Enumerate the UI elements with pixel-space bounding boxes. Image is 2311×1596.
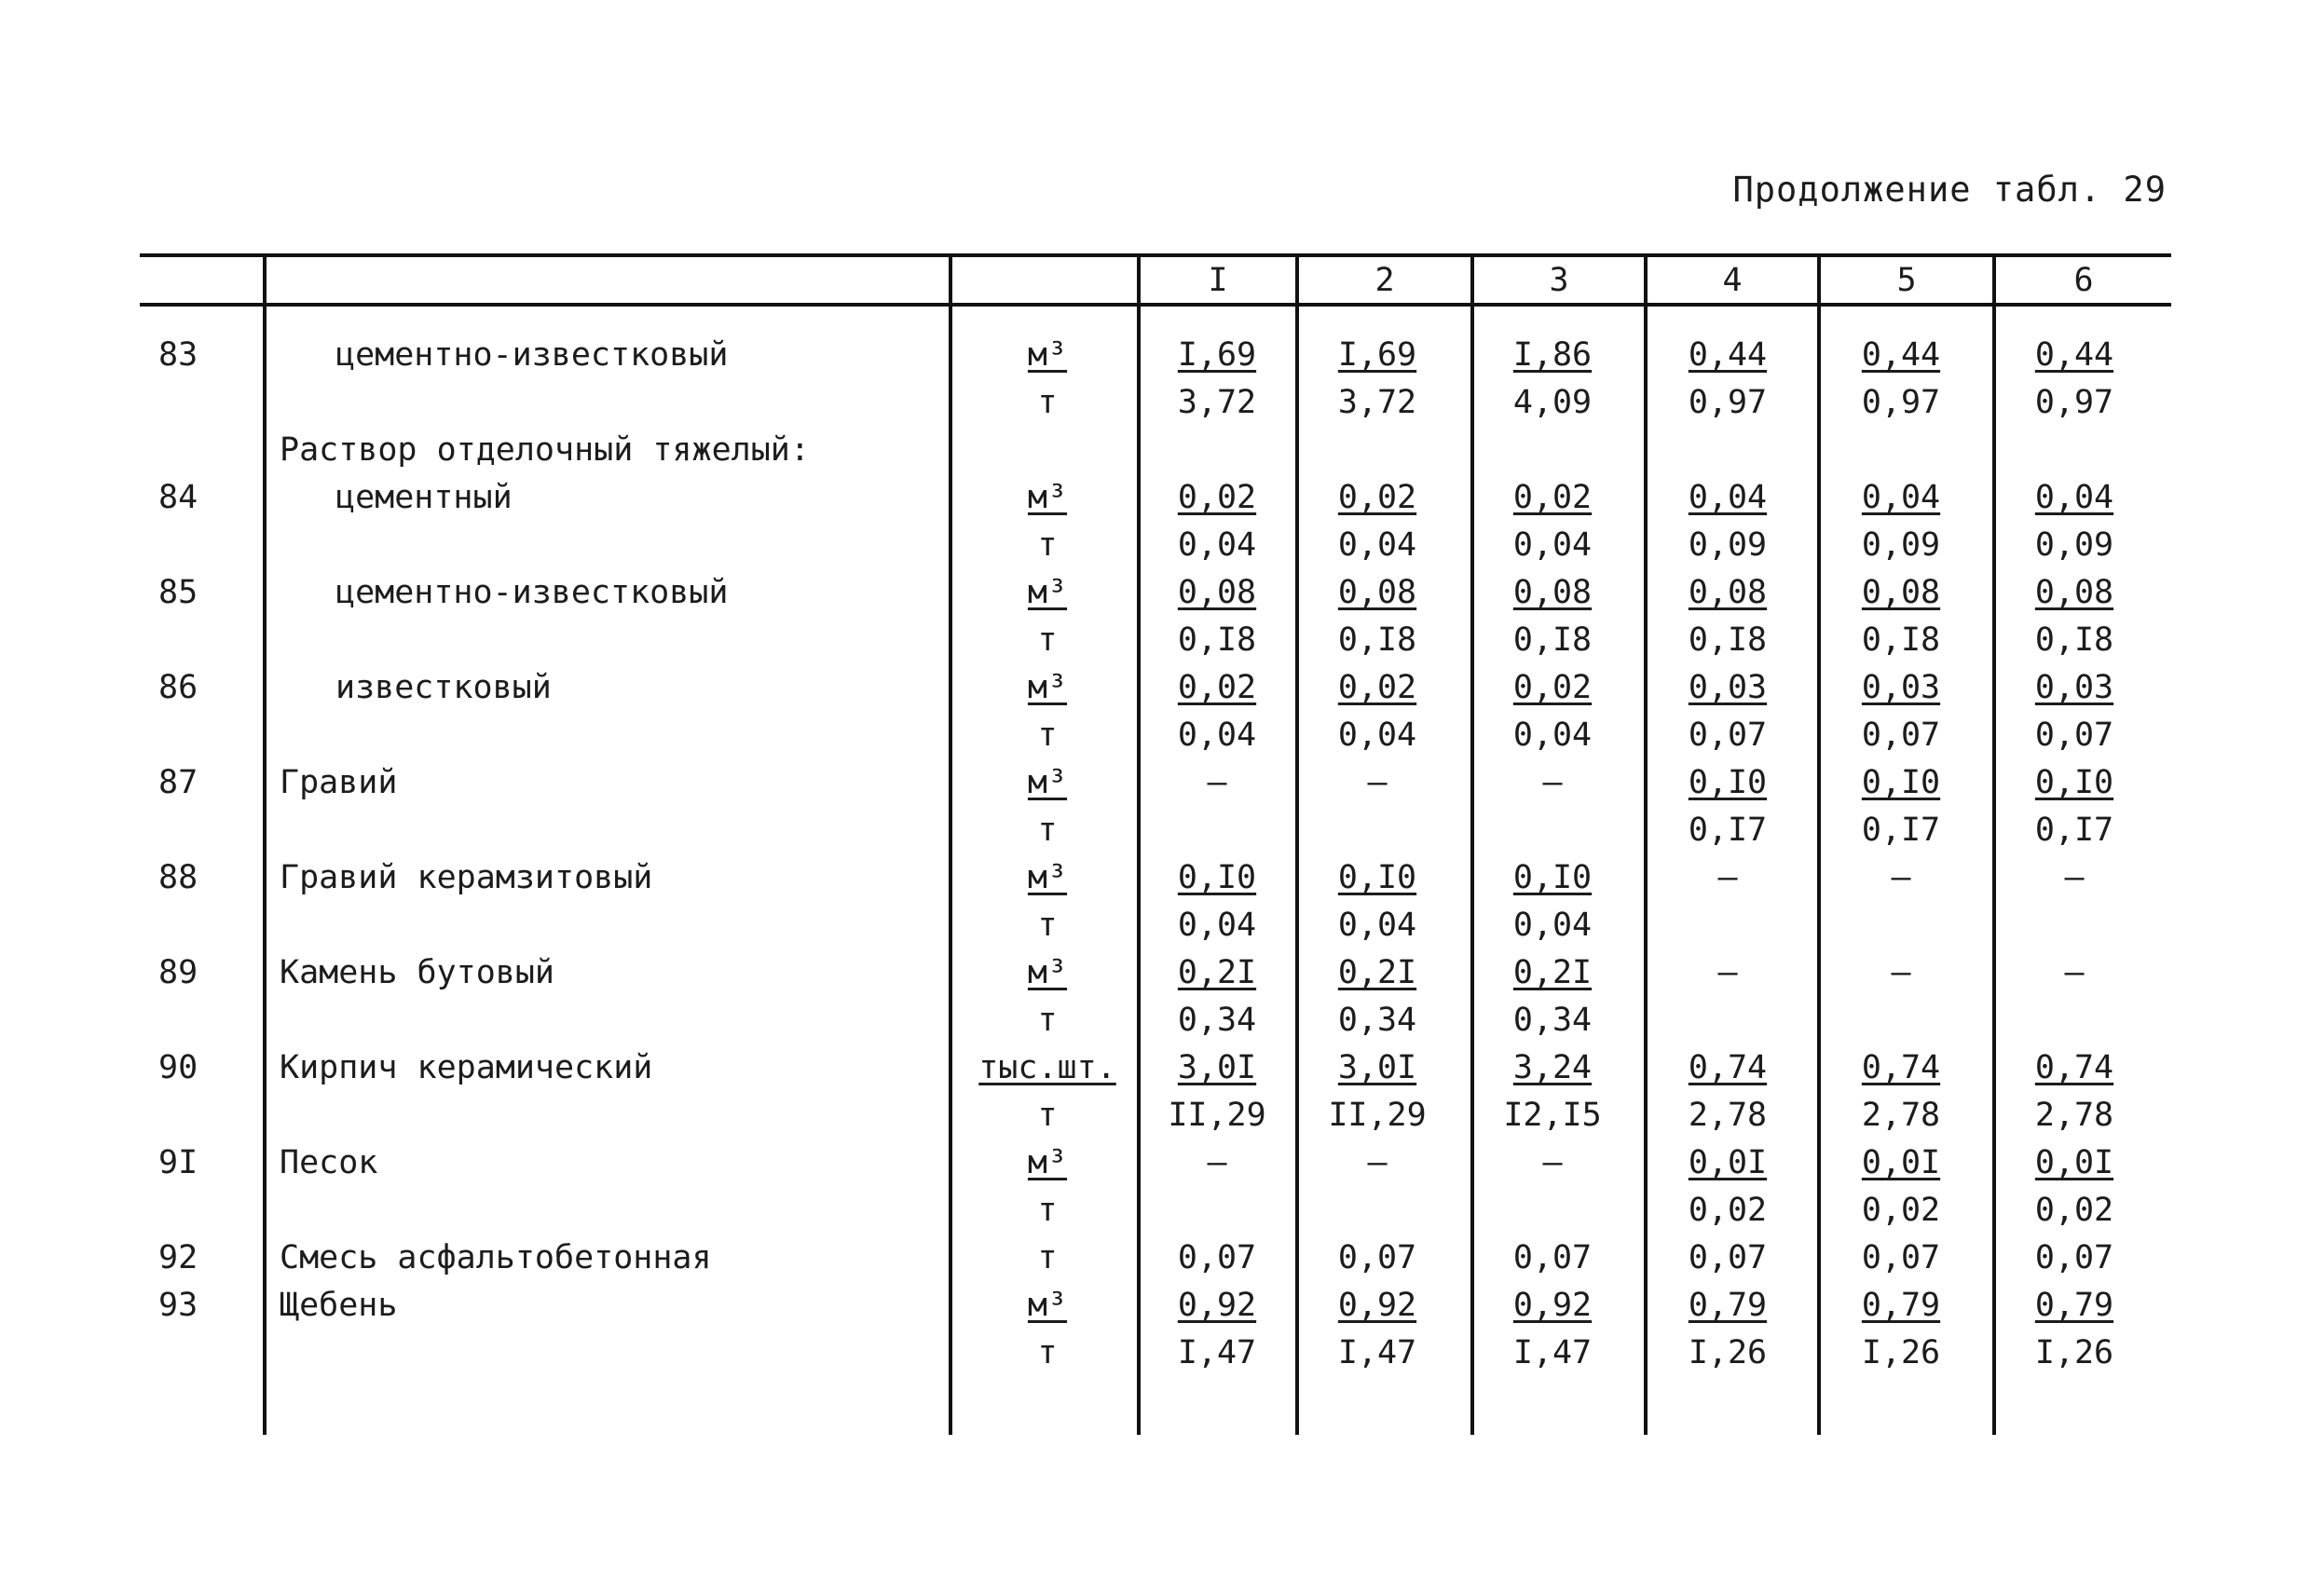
value-cell: 3,72 xyxy=(1337,384,1417,421)
material-name: Гравий xyxy=(280,764,398,801)
value-cell: – xyxy=(1717,954,1738,991)
column-header-5: 5 xyxy=(1896,262,1917,299)
value-cell: 0,I0 xyxy=(1688,764,1768,801)
unit-of-measure: т xyxy=(1037,621,1058,659)
unit-of-measure: т xyxy=(1037,1239,1058,1276)
value-cell: – xyxy=(1367,1144,1388,1181)
value-cell: 0,02 xyxy=(1337,479,1417,516)
column-header-6: 6 xyxy=(2073,262,2094,299)
value-cell: 0,I0 xyxy=(1177,859,1257,896)
value-cell: 4,09 xyxy=(1512,384,1593,421)
value-cell: II,29 xyxy=(1168,1097,1266,1134)
value-cell: 0,92 xyxy=(1337,1287,1417,1324)
value-cell: 0,I8 xyxy=(2034,621,2114,659)
value-cell: 0,2I xyxy=(1177,954,1257,991)
value-cell: 0,0I xyxy=(1688,1144,1768,1181)
value-cell: 0,I8 xyxy=(1337,621,1417,659)
table-row xyxy=(140,1330,2171,1377)
table-row xyxy=(140,1282,2171,1330)
value-cell: 0,08 xyxy=(1688,574,1768,611)
value-cell: 0,07 xyxy=(1512,1239,1593,1276)
value-cell: 0,0I xyxy=(2034,1144,2114,1181)
material-name: цементный xyxy=(335,479,513,516)
unit-of-measure: м³ xyxy=(1027,954,1068,991)
value-cell: I,69 xyxy=(1337,336,1417,374)
table-row xyxy=(140,569,2171,617)
value-cell: – xyxy=(1542,1144,1563,1181)
unit-of-measure: т xyxy=(1037,716,1058,754)
value-cell: – xyxy=(2064,859,2085,896)
value-cell: 0,I0 xyxy=(1337,859,1417,896)
value-cell: 0,34 xyxy=(1177,1002,1257,1039)
table-row xyxy=(140,664,2171,712)
value-cell: 0,09 xyxy=(1688,526,1768,564)
value-cell: 0,08 xyxy=(1512,574,1593,611)
value-cell: 0,02 xyxy=(1688,1192,1768,1229)
column-header-unit xyxy=(952,257,1137,304)
table-row xyxy=(140,1092,2171,1139)
value-cell: I,47 xyxy=(1512,1334,1593,1371)
table-row xyxy=(140,474,2171,522)
value-cell: 0,07 xyxy=(1337,1239,1417,1276)
value-cell: 0,04 xyxy=(1337,526,1417,564)
row-number: 83 xyxy=(158,336,198,374)
value-cell: 0,07 xyxy=(2034,1239,2114,1276)
value-cell: 0,34 xyxy=(1337,1002,1417,1039)
value-cell: 0,08 xyxy=(1861,574,1941,611)
value-cell: I,86 xyxy=(1512,336,1593,374)
row-number: 84 xyxy=(158,479,198,516)
value-cell: 3,24 xyxy=(1512,1049,1593,1086)
unit-of-measure: м³ xyxy=(1027,1144,1068,1181)
value-cell: 0,I7 xyxy=(2034,812,2114,849)
unit-of-measure: м³ xyxy=(1027,764,1068,801)
value-cell: 0,04 xyxy=(1177,526,1257,564)
value-cell: 0,I0 xyxy=(2034,764,2114,801)
value-cell: 3,0I xyxy=(1177,1049,1257,1086)
value-cell: – xyxy=(1367,764,1388,801)
value-cell: 0,07 xyxy=(1177,1239,1257,1276)
unit-of-measure: т xyxy=(1037,812,1058,849)
table-row xyxy=(140,332,2171,379)
value-cell: 0,04 xyxy=(1337,716,1417,754)
table-row xyxy=(140,617,2171,664)
material-name: Раствор отделочный тяжелый: xyxy=(280,431,810,469)
value-cell: – xyxy=(1207,1144,1227,1181)
row-number: 86 xyxy=(158,669,198,706)
row-number: 9I xyxy=(158,1144,198,1181)
row-number: 88 xyxy=(158,859,198,896)
value-cell: 0,I0 xyxy=(1512,859,1593,896)
value-cell: 0,04 xyxy=(1512,526,1593,564)
value-cell: 0,97 xyxy=(2034,384,2114,421)
value-cell: 0,I8 xyxy=(1688,621,1768,659)
value-cell: I,26 xyxy=(2034,1334,2114,1371)
material-name: известковый xyxy=(335,669,552,706)
unit-of-measure: т xyxy=(1037,1334,1058,1371)
column-header-name xyxy=(267,257,949,304)
value-cell: 0,02 xyxy=(1177,479,1257,516)
value-cell: 0,07 xyxy=(1861,716,1941,754)
value-cell: 0,I8 xyxy=(1512,621,1593,659)
value-cell: 0,04 xyxy=(1177,907,1257,944)
value-cell: 0,34 xyxy=(1512,1002,1593,1039)
value-cell: – xyxy=(1891,859,1911,896)
table-row xyxy=(140,1235,2171,1282)
table-row xyxy=(140,522,2171,569)
value-cell: 0,2I xyxy=(1512,954,1593,991)
table-row xyxy=(140,807,2171,854)
unit-of-measure: т xyxy=(1037,1002,1058,1039)
value-cell: 0,04 xyxy=(2034,479,2114,516)
value-cell: 0,07 xyxy=(1861,1239,1941,1276)
value-cell: 0,74 xyxy=(2034,1049,2114,1086)
value-cell: I,69 xyxy=(1177,336,1257,374)
table-row xyxy=(140,1044,2171,1092)
value-cell: – xyxy=(1542,764,1563,801)
table-continuation-title: Продолжение табл. 29 xyxy=(1732,170,2167,210)
row-number: 90 xyxy=(158,1049,198,1086)
value-cell: 0,I7 xyxy=(1861,812,1941,849)
row-number: 89 xyxy=(158,954,198,991)
material-name: Щебень xyxy=(280,1287,398,1324)
value-cell: 0,04 xyxy=(1177,716,1257,754)
column-header-2: 2 xyxy=(1374,262,1395,299)
unit-of-measure: м³ xyxy=(1027,859,1068,896)
column-header-1: I xyxy=(1208,262,1228,299)
unit-of-measure: м³ xyxy=(1027,1287,1068,1324)
value-cell: 0,44 xyxy=(2034,336,2114,374)
value-cell: 0,I0 xyxy=(1861,764,1941,801)
value-cell: 0,03 xyxy=(2034,669,2114,706)
value-cell: 0,02 xyxy=(1512,479,1593,516)
table-row xyxy=(140,1187,2171,1235)
material-name: Камень бутовый xyxy=(280,954,555,991)
material-name: Кирпич керамический xyxy=(280,1049,653,1086)
value-cell: 0,09 xyxy=(2034,526,2114,564)
value-cell: – xyxy=(1891,954,1911,991)
value-cell: 0,08 xyxy=(1337,574,1417,611)
table-row xyxy=(140,379,2171,427)
value-cell: II,29 xyxy=(1328,1097,1427,1134)
value-cell: 0,74 xyxy=(1861,1049,1941,1086)
value-cell: 0,07 xyxy=(1688,716,1768,754)
unit-of-measure: м³ xyxy=(1027,479,1068,516)
value-cell: 0,04 xyxy=(1512,907,1593,944)
value-cell: 0,74 xyxy=(1688,1049,1768,1086)
material-name: цементно-известковый xyxy=(335,574,729,611)
unit-of-measure: тыс.шт. xyxy=(978,1049,1116,1086)
value-cell: I,26 xyxy=(1861,1334,1941,1371)
value-cell: 0,02 xyxy=(1861,1192,1941,1229)
unit-of-measure: м³ xyxy=(1027,336,1068,374)
material-name: Песок xyxy=(280,1144,378,1181)
table-row xyxy=(140,949,2171,997)
value-cell: 0,44 xyxy=(1688,336,1768,374)
table-row xyxy=(140,902,2171,949)
value-cell: 2,78 xyxy=(2034,1097,2114,1134)
column-header-number xyxy=(140,257,263,304)
row-number: 92 xyxy=(158,1239,198,1276)
value-cell: 0,07 xyxy=(1688,1239,1768,1276)
value-cell: 3,0I xyxy=(1337,1049,1417,1086)
column-header-3: 3 xyxy=(1549,262,1569,299)
row-number: 93 xyxy=(158,1287,198,1324)
value-cell: 0,0I xyxy=(1861,1144,1941,1181)
value-cell: 0,04 xyxy=(1337,907,1417,944)
table-row xyxy=(140,854,2171,902)
value-cell: 0,02 xyxy=(1512,669,1593,706)
unit-of-measure: т xyxy=(1037,1097,1058,1134)
value-cell: 0,44 xyxy=(1861,336,1941,374)
value-cell: 2,78 xyxy=(1861,1097,1941,1134)
value-cell: I,47 xyxy=(1177,1334,1257,1371)
value-cell: 0,79 xyxy=(1688,1287,1768,1324)
value-cell: 0,92 xyxy=(1512,1287,1593,1324)
value-cell: – xyxy=(1207,764,1227,801)
value-cell: 0,04 xyxy=(1688,479,1768,516)
value-cell: 0,08 xyxy=(1177,574,1257,611)
value-cell: I,47 xyxy=(1337,1334,1417,1371)
value-cell: – xyxy=(2064,954,2085,991)
material-name: цементно-известковый xyxy=(335,336,729,374)
value-cell: 0,79 xyxy=(1861,1287,1941,1324)
value-cell: 0,03 xyxy=(1688,669,1768,706)
unit-of-measure: т xyxy=(1037,1192,1058,1229)
value-cell: 0,09 xyxy=(1861,526,1941,564)
value-cell: 0,92 xyxy=(1177,1287,1257,1324)
value-cell: 0,04 xyxy=(1512,716,1593,754)
material-name: Гравий керамзитовый xyxy=(280,859,653,896)
value-cell: I,26 xyxy=(1688,1334,1768,1371)
unit-of-measure: м³ xyxy=(1027,574,1068,611)
table-row xyxy=(140,1139,2171,1187)
column-header-4: 4 xyxy=(1722,262,1743,299)
value-cell: 0,07 xyxy=(2034,716,2114,754)
table-row xyxy=(140,712,2171,759)
unit-of-measure: т xyxy=(1037,526,1058,564)
value-cell: 0,2I xyxy=(1337,954,1417,991)
value-cell: I2,I5 xyxy=(1503,1097,1602,1134)
value-cell: 0,I7 xyxy=(1688,812,1768,849)
value-cell: 0,02 xyxy=(2034,1192,2114,1229)
value-cell: 0,I8 xyxy=(1177,621,1257,659)
value-cell: 0,97 xyxy=(1688,384,1768,421)
value-cell: 0,02 xyxy=(1177,669,1257,706)
value-cell: 3,72 xyxy=(1177,384,1257,421)
row-number: 87 xyxy=(158,764,198,801)
value-cell: 0,97 xyxy=(1861,384,1941,421)
value-cell: 2,78 xyxy=(1688,1097,1768,1134)
value-cell: 0,08 xyxy=(2034,574,2114,611)
value-cell: 0,02 xyxy=(1337,669,1417,706)
unit-of-measure: м³ xyxy=(1027,669,1068,706)
value-cell: 0,79 xyxy=(2034,1287,2114,1324)
value-cell: 0,I8 xyxy=(1861,621,1941,659)
table-row xyxy=(140,997,2171,1044)
material-name: Смесь асфальтобетонная xyxy=(280,1239,712,1276)
table-row xyxy=(140,427,2171,474)
value-cell: 0,03 xyxy=(1861,669,1941,706)
table-row xyxy=(140,759,2171,807)
unit-of-measure: т xyxy=(1037,384,1058,421)
row-number: 85 xyxy=(158,574,198,611)
materials-table xyxy=(140,253,2171,1435)
unit-of-measure: т xyxy=(1037,907,1058,944)
value-cell: – xyxy=(1717,859,1738,896)
value-cell: 0,04 xyxy=(1861,479,1941,516)
